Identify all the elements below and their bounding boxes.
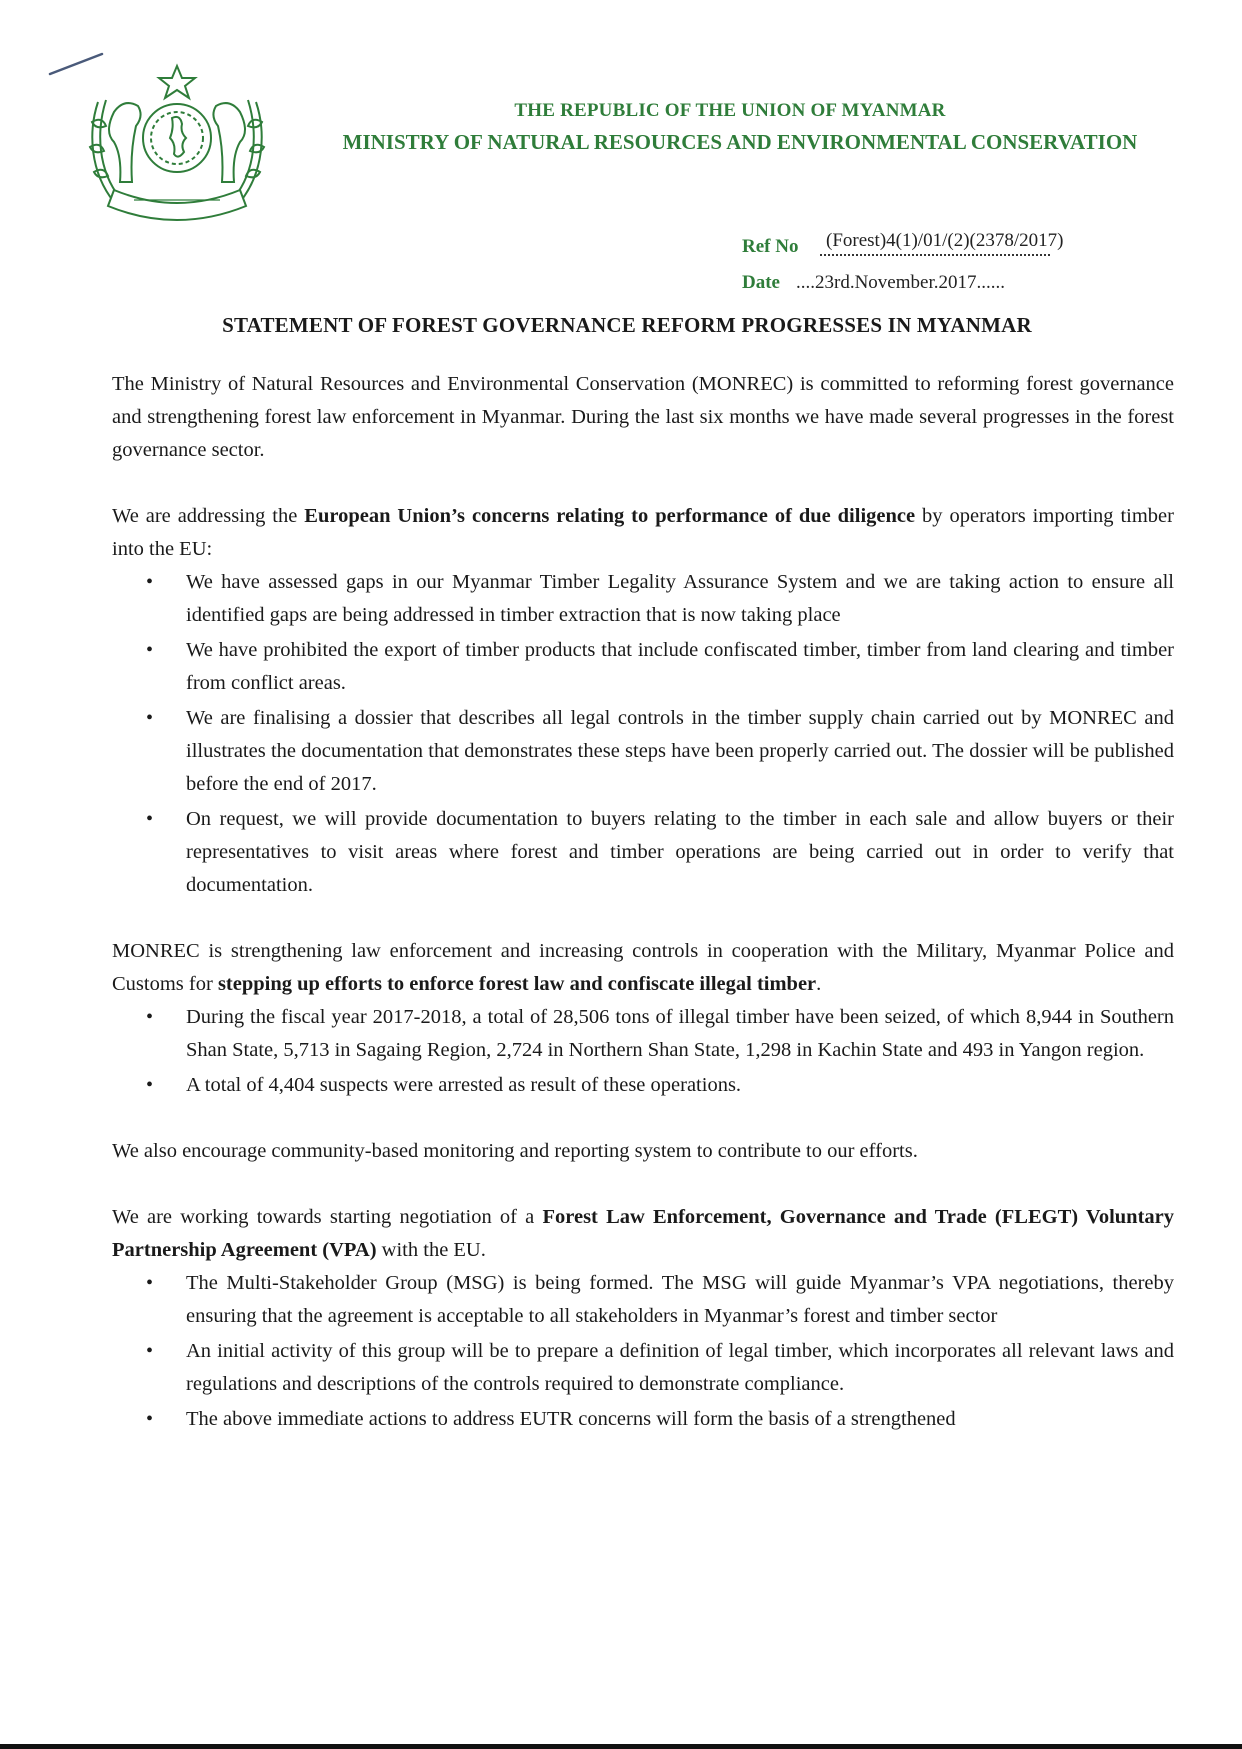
- list-item: [112, 1403, 1174, 1436]
- list-item: [112, 1267, 1174, 1333]
- letterhead: [280, 100, 1180, 155]
- list-item-text: The above immediate actions to address EUTR concerns will form the basis of a strengthened: [186, 1408, 956, 1430]
- section3-bullet-list: [112, 1267, 1174, 1436]
- bullet-icon: •: [146, 1340, 154, 1362]
- section3-lead-tail: with the EU.: [376, 1239, 486, 1261]
- list-item-text: An initial activity of this group will be to prepare a definition of legal timber, which incorporates all relevant laws and regulations and descriptions of the controls required to demonstrate compliance.: [186, 1340, 1174, 1395]
- list-item: [112, 1001, 1174, 1067]
- document-body: [112, 368, 1174, 1469]
- section3-lead: [112, 1201, 1174, 1267]
- bullet-icon: •: [146, 571, 154, 593]
- section2-bullet-list: [112, 1001, 1174, 1102]
- intro-paragraph: The Ministry of Natural Resources and Environmental Conservation (MONREC) is committed to reforming forest governance and strengthening forest law enforcement in Myanmar. During the last six months we have made several progresses in the forest governance sector.: [112, 373, 1174, 461]
- list-item-text: A total of 4,404 suspects were arrested as result of these operations.: [186, 1074, 742, 1096]
- section1-lead-text: We are addressing the: [112, 505, 305, 527]
- scan-edge: [0, 1744, 1242, 1749]
- list-item: [112, 634, 1174, 700]
- bullet-icon: •: [146, 707, 154, 729]
- list-item: [112, 1069, 1174, 1102]
- bullet-icon: •: [146, 1408, 154, 1430]
- section1-lead-bold: European Union’s concerns relating to performance of due diligence: [304, 505, 916, 527]
- list-item: [112, 803, 1174, 902]
- section1-lead-tail: by operators importing timber into the EU:: [112, 505, 1174, 560]
- list-item-text: The Multi-Stakeholder Group (MSG) is being formed. The MSG will guide Myanmar’s VPA negotiations, thereby ensuring that the agreement is acceptable to all stakeholders in Myanmar’s forest and timber sector: [186, 1272, 1174, 1327]
- ref-no-label: Ref No: [742, 236, 799, 257]
- bullet-icon: •: [146, 808, 154, 830]
- bullet-icon: •: [146, 1272, 154, 1294]
- date-label: Date: [742, 272, 780, 293]
- letterhead-republic: THE REPUBLIC OF THE UNION OF MYANMAR: [514, 100, 946, 121]
- community-paragraph: We also encourage community-based monitoring and reporting system to contribute to our efforts.: [112, 1140, 918, 1162]
- list-item: [112, 1335, 1174, 1401]
- section2-lead-text: MONREC is strengthening law enforcement and increasing controls in cooperation with the Military, Myanmar Police and Customs for: [112, 940, 1174, 995]
- bullet-icon: •: [146, 639, 154, 661]
- section3-lead-text: We are working towards starting negotiation of a: [112, 1206, 543, 1228]
- ref-no-value: (Forest)4(1)/01/(2)(2378/2017): [826, 230, 1064, 251]
- bullet-icon: •: [146, 1006, 154, 1028]
- list-item-text: On request, we will provide documentation to buyers relating to the timber in each sale and allow buyers or their representatives to visit areas where forest and timber operations are being carried out in order to verify that documentation.: [186, 808, 1174, 896]
- section1-bullet-list: [112, 566, 1174, 902]
- section3-lead-bold: Forest Law Enforcement, Governance and Trade (FLEGT) Voluntary Partnership Agreement (VPA): [112, 1206, 1174, 1261]
- list-item: [112, 702, 1174, 801]
- date-value: ....23rd.November.2017......: [796, 272, 1005, 293]
- list-item-text: We have prohibited the export of timber products that include confiscated timber, timber from land clearing and timber from conflict areas.: [186, 639, 1174, 694]
- document-title: STATEMENT OF FOREST GOVERNANCE REFORM PROGRESSES IN MYANMAR: [222, 313, 1032, 337]
- state-emblem-logo: [84, 62, 270, 222]
- bullet-icon: •: [146, 1074, 154, 1096]
- reference-number-row: [742, 228, 1142, 262]
- list-item-text: We have assessed gaps in our Myanmar Timber Legality Assurance System and we are taking action to ensure all identified gaps are being addressed in timber extraction that is now taking place: [186, 571, 1174, 626]
- section2-lead-bold: stepping up efforts to enforce forest law and confiscate illegal timber: [217, 973, 817, 995]
- section1-lead: [112, 500, 1174, 566]
- section2-lead: [112, 935, 1174, 1001]
- list-item-text: During the fiscal year 2017-2018, a total of 28,506 tons of illegal timber have been seized, of which 8,944 in Southern Shan State, 5,713 in Sagaing Region, 2,724 in Northern Shan State, 1,298 in Kachin State and 493 in Yangon region.: [186, 1006, 1174, 1061]
- section2-lead-tail: .: [816, 973, 822, 995]
- date-row: [742, 262, 1142, 296]
- list-item: [112, 566, 1174, 632]
- ref-dotted-line: [820, 254, 1050, 256]
- reference-block: [742, 228, 1142, 296]
- letterhead-ministry: MINISTRY OF NATURAL RESOURCES AND ENVIRONMENTAL CONSERVATION: [342, 130, 1138, 154]
- list-item-text: We are finalising a dossier that describes all legal controls in the timber supply chain carried out by MONREC and illustrates the documentation that demonstrates these steps have been properly carried out. The dossier will be published before the end of 2017.: [186, 707, 1174, 795]
